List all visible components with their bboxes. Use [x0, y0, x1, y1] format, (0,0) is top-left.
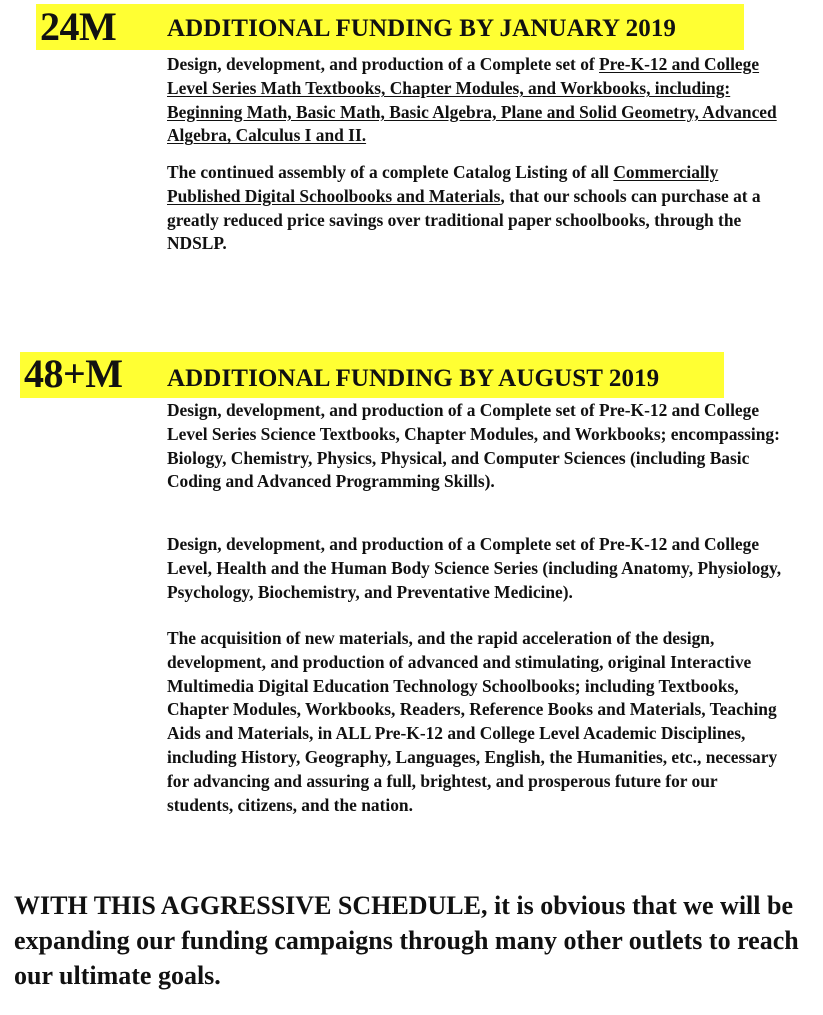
funding-amount-august: 48+M: [24, 351, 123, 396]
paragraph-tail-text: , that our schools can purchase at a greatly reduced price savings over traditional paper schoolbooks, through the NDSLP.: [167, 185, 761, 254]
section-heading-january: ADDITIONAL FUNDING BY JANUARY 2019: [167, 15, 677, 42]
closing-caps-text: WITH THIS AGGRESSIVE SCHEDULE: [14, 891, 481, 920]
paragraph-lead-text: The continued assembly of a complete Catalog Listing of all: [167, 162, 614, 182]
paragraph-science-series: Design, development, and production of a Complete set of Pre-K-12 and College Level Series Science Textbooks, Chapter Modules, and Workbooks; encompassing: Biology, Chemistry, Physics, Physical, and Computer Sciences (including Basic Coding and Advanced Programming Skills).: [167, 400, 780, 492]
paragraph-health-series: Design, development, and production of a Complete set of Pre-K-12 and College Level, Health and the Human Body Science Series (including Anatomy, Physiology, Psychology, Biochemistry, and Preventative Medicine).: [167, 534, 782, 602]
paragraph-math-series: [167, 53, 787, 148]
section-heading-august: ADDITIONAL FUNDING BY AUGUST 2019: [167, 365, 660, 392]
paragraph-lead-text: Design, development, and production of a Complete set of: [167, 54, 600, 74]
closing-rest-text: , it is obvious that we will be expanding our funding campaigns through many other outlets to reach our ultimate goals.: [14, 891, 799, 990]
closing-statement: [14, 888, 814, 993]
paragraph-catalog-listing: [167, 161, 787, 256]
funding-amount-january: 24M: [40, 4, 117, 49]
underlined-math-series-text: Pre-K-12 and College Level Series Math Textbooks, Chapter Modules, and Workbooks, including: Beginning Math, Basic Math, Basic Algebra, Plane and Solid Geometry, Advanced Algebra, Calculus I and II.: [167, 54, 777, 146]
underlined-catalog-text: Commercially Published Digital Schoolbooks and Materials: [167, 162, 719, 206]
paragraph-multimedia-acquisition: The acquisition of new materials, and the rapid acceleration of the design, development, and production of advanced and stimulating, original Interactive Multimedia Digital Education Technology Schoolbooks; including Textbooks, Chapter Modules, Workbooks, Readers, Reference Books and Materials, Teaching Aids and Materials, in ALL Pre-K-12 and College Level Academic Disciplines, including History, Geography, Languages, English, the Humanities, etc., necessary for advancing and assuring a full, brightest, and prosperous future for our students, citizens, and the nation.: [167, 628, 778, 815]
